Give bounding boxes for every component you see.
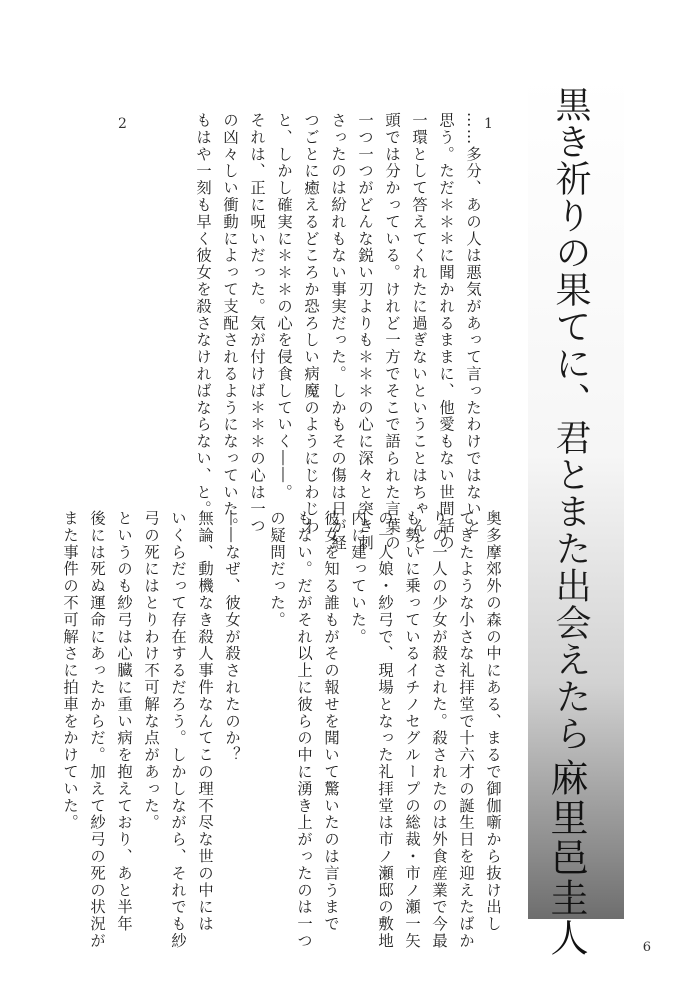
text-line: の一人娘・紗弓で、現場となった礼拝堂は市ノ瀬邸の敷地 xyxy=(376,510,394,950)
text-line: ……多分、あの人は悪気があって言ったわけではないと xyxy=(464,112,482,535)
text-line: 一つ一つがどんな鋭い刃よりも＊＊＊の心に深々と突き刺 xyxy=(356,112,374,552)
text-line: いくらだって存在するだろう。しかしながら、それでも紗 xyxy=(169,510,187,950)
narrative-text-block-1 xyxy=(263,510,506,950)
text-line: 無論、動機なき殺人事件なんてこの理不尽な世の中には xyxy=(196,510,214,933)
text-line: も勢いに乗っているイチノセグループの総裁・市ノ瀬一矢 xyxy=(403,510,421,950)
text-line: 内に建っていた。 xyxy=(349,510,367,646)
page-number: 6 xyxy=(642,940,651,955)
text-line: ――なぜ、彼女が殺されたのか？ xyxy=(223,510,241,764)
text-line: つごとに癒えるどころか恐ろしい病魔のようにじわじわ xyxy=(302,112,320,535)
text-line: 弓の死にはとりわけ不可解な点があった。 xyxy=(142,510,160,832)
text-line: 奥多摩郊外の森の中にある、まるで御伽噺から抜け出し xyxy=(484,510,502,933)
text-line: 彼女を知る誰もがその報せを聞いて驚いたのは言うまで xyxy=(322,510,340,933)
text-line: 頭では分かっている。けれど一方でそこで語られた言葉の xyxy=(383,112,401,552)
story-title: 黒き祈りの果てに、君とまた出会えたら xyxy=(550,86,591,752)
author-name: 麻里邑圭人 xyxy=(544,758,588,958)
text-line: 後には死ぬ運命にあったからだ。加えて紗弓の死の状況が xyxy=(88,510,106,950)
text-line: と、しかし確実に＊＊＊の心を侵食していく――。 xyxy=(275,112,293,501)
text-line: てきたような小さな礼拝堂で十六才の誕生日を迎えたばか xyxy=(457,510,475,950)
text-line: 思う。ただ＊＊＊に聞かれるままに、他愛もない世間話の xyxy=(437,112,455,552)
text-line: もはや一刻も早く彼女を殺さなければならない、と。 xyxy=(194,112,212,518)
prologue-text-block xyxy=(189,112,486,552)
text-line: というのも紗弓は心臓に重い病を抱えており、あと半年 xyxy=(115,510,133,933)
text-line: 一環として答えてくれたに過ぎないということはちゃんと xyxy=(410,112,428,552)
text-line: りの一人の少女が殺された。殺されたのは外食産業で今最 xyxy=(430,510,448,950)
narrative-text-block-2 xyxy=(56,510,245,950)
text-line: の疑問だった。 xyxy=(268,510,286,629)
text-line: もない。だがそれ以上に彼らの中に湧き上がったのは一つ xyxy=(295,510,313,950)
text-line: の凶々しい衝動によって支配されるようになっていた。 xyxy=(221,112,239,535)
text-line: また事件の不可解さに拍車をかけていた。 xyxy=(61,510,79,832)
section-marker-2: 2 xyxy=(118,116,127,132)
section-marker-1: 1 xyxy=(484,116,493,132)
text-line: さったのは紛れもない事実だった。しかもその傷は日が経 xyxy=(329,112,347,552)
text-line: それは、正に呪いだった。気が付けば＊＊＊の心は一つ xyxy=(248,112,266,535)
